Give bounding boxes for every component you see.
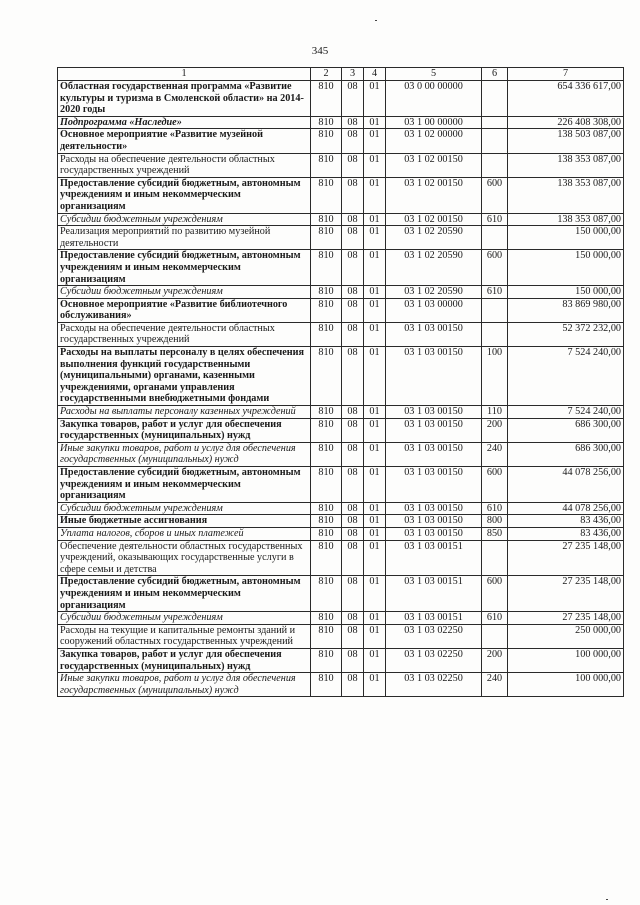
row-name: Основное мероприятие «Развитие музейной деятельности» (58, 129, 311, 153)
row-name: Субсидии бюджетным учреждениям (58, 612, 311, 625)
code-section: 08 (342, 624, 364, 648)
row-name: Субсидии бюджетным учреждениям (58, 286, 311, 299)
code-section: 08 (342, 177, 364, 213)
code-admin: 810 (311, 116, 342, 129)
code-subsection: 01 (364, 286, 386, 299)
code-subsection: 01 (364, 322, 386, 346)
code-target: 03 1 03 00150 (386, 502, 482, 515)
code-admin: 810 (311, 298, 342, 322)
column-header: 4 (364, 68, 386, 81)
code-expense-type: 610 (482, 213, 508, 226)
code-section: 08 (342, 347, 364, 406)
row-name: Расходы на обеспечение деятельности областных государственных учреждений (58, 322, 311, 346)
code-admin: 810 (311, 406, 342, 419)
row-name: Предоставление субсидий бюджетным, автономным учреждениям и иным некоммерческим организациям (58, 576, 311, 612)
code-expense-type (482, 116, 508, 129)
code-section: 08 (342, 576, 364, 612)
code-target: 03 1 03 00150 (386, 418, 482, 442)
row-name: Расходы на выплаты персоналу казенных учреждений (58, 406, 311, 419)
table-row (58, 527, 624, 540)
column-header: 2 (311, 68, 342, 81)
code-subsection: 01 (364, 624, 386, 648)
code-expense-type (482, 540, 508, 576)
code-subsection: 01 (364, 418, 386, 442)
code-subsection: 01 (364, 129, 386, 153)
code-section: 08 (342, 153, 364, 177)
table-row (58, 177, 624, 213)
amount: 138 503 087,00 (508, 129, 624, 153)
code-target: 03 1 03 00150 (386, 322, 482, 346)
scan-speck (375, 20, 377, 21)
code-admin: 810 (311, 624, 342, 648)
code-target: 03 1 02 20590 (386, 226, 482, 250)
code-section: 08 (342, 129, 364, 153)
row-name: Предоставление субсидий бюджетным, автономным учреждениям и иным некоммерческим организациям (58, 177, 311, 213)
row-name: Закупка товаров, работ и услуг для обеспечения государственных (муниципальных) нужд (58, 418, 311, 442)
row-name: Иные бюджетные ассигнования (58, 515, 311, 528)
table-row (58, 226, 624, 250)
code-subsection: 01 (364, 213, 386, 226)
code-expense-type (482, 226, 508, 250)
code-expense-type: 100 (482, 347, 508, 406)
code-section: 08 (342, 673, 364, 697)
table-row (58, 250, 624, 286)
code-subsection: 01 (364, 502, 386, 515)
code-subsection: 01 (364, 347, 386, 406)
code-subsection: 01 (364, 226, 386, 250)
table-row (58, 648, 624, 672)
code-target: 03 1 03 00150 (386, 515, 482, 528)
column-header: 1 (58, 68, 311, 81)
code-admin: 810 (311, 129, 342, 153)
code-target: 03 1 02 20590 (386, 250, 482, 286)
table-row (58, 322, 624, 346)
table-row (58, 467, 624, 503)
amount: 138 353 087,00 (508, 213, 624, 226)
code-subsection: 01 (364, 515, 386, 528)
code-expense-type: 610 (482, 502, 508, 515)
row-name: Субсидии бюджетным учреждениям (58, 502, 311, 515)
code-admin: 810 (311, 250, 342, 286)
row-name: Субсидии бюджетным учреждениям (58, 213, 311, 226)
code-subsection: 01 (364, 648, 386, 672)
code-expense-type: 240 (482, 442, 508, 466)
amount: 226 408 308,00 (508, 116, 624, 129)
code-subsection: 01 (364, 250, 386, 286)
code-admin: 810 (311, 648, 342, 672)
code-section: 08 (342, 442, 364, 466)
code-admin: 810 (311, 177, 342, 213)
code-expense-type (482, 81, 508, 117)
code-expense-type: 600 (482, 177, 508, 213)
amount: 686 300,00 (508, 442, 624, 466)
amount: 83 436,00 (508, 527, 624, 540)
code-section: 08 (342, 298, 364, 322)
code-admin: 810 (311, 226, 342, 250)
code-subsection: 01 (364, 612, 386, 625)
amount: 250 000,00 (508, 624, 624, 648)
code-subsection: 01 (364, 406, 386, 419)
code-admin: 810 (311, 612, 342, 625)
code-expense-type (482, 153, 508, 177)
code-section: 08 (342, 467, 364, 503)
column-header: 7 (508, 68, 624, 81)
code-section: 08 (342, 527, 364, 540)
code-expense-type: 600 (482, 467, 508, 503)
code-section: 08 (342, 502, 364, 515)
amount: 27 235 148,00 (508, 612, 624, 625)
code-subsection: 01 (364, 81, 386, 117)
code-admin: 810 (311, 322, 342, 346)
table-body (58, 68, 624, 697)
table-row (58, 213, 624, 226)
amount: 27 235 148,00 (508, 540, 624, 576)
amount: 7 524 240,00 (508, 347, 624, 406)
table-row (58, 129, 624, 153)
code-admin: 810 (311, 576, 342, 612)
code-subsection: 01 (364, 116, 386, 129)
table-row (58, 540, 624, 576)
code-subsection: 01 (364, 673, 386, 697)
amount: 138 353 087,00 (508, 153, 624, 177)
table-row (58, 624, 624, 648)
code-expense-type (482, 322, 508, 346)
row-name: Расходы на обеспечение деятельности областных государственных учреждений (58, 153, 311, 177)
code-section: 08 (342, 250, 364, 286)
row-name: Обеспечение деятельности областных государственных учреждений, оказывающих государственные услуги в сфере семьи и детства (58, 540, 311, 576)
code-subsection: 01 (364, 298, 386, 322)
code-expense-type: 850 (482, 527, 508, 540)
code-section: 08 (342, 286, 364, 299)
amount: 100 000,00 (508, 673, 624, 697)
code-target: 03 0 00 00000 (386, 81, 482, 117)
code-expense-type: 200 (482, 418, 508, 442)
amount: 7 524 240,00 (508, 406, 624, 419)
amount: 150 000,00 (508, 286, 624, 299)
code-section: 08 (342, 116, 364, 129)
table-row (58, 502, 624, 515)
code-admin: 810 (311, 540, 342, 576)
code-expense-type: 240 (482, 673, 508, 697)
scan-speck (606, 899, 608, 900)
code-target: 03 1 03 00150 (386, 467, 482, 503)
code-expense-type (482, 129, 508, 153)
code-admin: 810 (311, 213, 342, 226)
code-expense-type: 600 (482, 250, 508, 286)
table-row (58, 515, 624, 528)
page-number: 345 (311, 45, 329, 57)
budget-table (57, 67, 624, 697)
code-subsection: 01 (364, 576, 386, 612)
code-target: 03 1 03 00151 (386, 576, 482, 612)
code-expense-type: 610 (482, 612, 508, 625)
code-subsection: 01 (364, 527, 386, 540)
row-name: Расходы на выплаты персоналу в целях обеспечения выполнения функций государственными (муниципальными) органами, казенными учреждениями, органами управления государственными внебюджетными фондами (58, 347, 311, 406)
code-section: 08 (342, 515, 364, 528)
row-name: Иные закупки товаров, работ и услуг для обеспечения государственных (муниципальных) нужд (58, 442, 311, 466)
code-section: 08 (342, 213, 364, 226)
code-target: 03 1 03 00150 (386, 347, 482, 406)
amount: 150 000,00 (508, 226, 624, 250)
table-row (58, 576, 624, 612)
code-target: 03 1 03 00150 (386, 406, 482, 419)
table-row (58, 286, 624, 299)
code-admin: 810 (311, 347, 342, 406)
code-target: 03 1 02 00150 (386, 213, 482, 226)
code-expense-type: 610 (482, 286, 508, 299)
code-admin: 810 (311, 81, 342, 117)
table-row (58, 612, 624, 625)
code-admin: 810 (311, 502, 342, 515)
code-target: 03 1 03 02250 (386, 624, 482, 648)
amount: 52 372 232,00 (508, 322, 624, 346)
code-target: 03 1 02 00150 (386, 177, 482, 213)
code-admin: 810 (311, 418, 342, 442)
code-target: 03 1 03 02250 (386, 673, 482, 697)
code-expense-type (482, 298, 508, 322)
table-row (58, 347, 624, 406)
code-expense-type: 800 (482, 515, 508, 528)
amount: 100 000,00 (508, 648, 624, 672)
code-target: 03 1 02 20590 (386, 286, 482, 299)
table-row (58, 406, 624, 419)
code-subsection: 01 (364, 177, 386, 213)
amount: 150 000,00 (508, 250, 624, 286)
code-admin: 810 (311, 673, 342, 697)
table-row (58, 673, 624, 697)
code-section: 08 (342, 418, 364, 442)
row-name: Реализация мероприятий по развитию музейной деятельности (58, 226, 311, 250)
table-row (58, 418, 624, 442)
code-admin: 810 (311, 153, 342, 177)
code-subsection: 01 (364, 153, 386, 177)
code-section: 08 (342, 612, 364, 625)
code-admin: 810 (311, 442, 342, 466)
table-row (58, 298, 624, 322)
code-section: 08 (342, 226, 364, 250)
column-header: 6 (482, 68, 508, 81)
code-subsection: 01 (364, 442, 386, 466)
amount: 686 300,00 (508, 418, 624, 442)
table-row (58, 153, 624, 177)
table-row (58, 116, 624, 129)
code-admin: 810 (311, 286, 342, 299)
code-section: 08 (342, 648, 364, 672)
code-expense-type: 600 (482, 576, 508, 612)
code-admin: 810 (311, 515, 342, 528)
row-name: Закупка товаров, работ и услуг для обеспечения государственных (муниципальных) нужд (58, 648, 311, 672)
amount: 138 353 087,00 (508, 177, 624, 213)
code-target: 03 1 02 00000 (386, 129, 482, 153)
column-header: 3 (342, 68, 364, 81)
row-name: Предоставление субсидий бюджетным, автономным учреждениям и иным некоммерческим организациям (58, 250, 311, 286)
code-expense-type: 200 (482, 648, 508, 672)
code-section: 08 (342, 406, 364, 419)
row-name: Расходы на текущие и капитальные ремонты зданий и сооружений областных государственных учреждений (58, 624, 311, 648)
code-expense-type (482, 624, 508, 648)
code-target: 03 1 02 00150 (386, 153, 482, 177)
column-header-row (58, 68, 624, 81)
code-subsection: 01 (364, 540, 386, 576)
code-target: 03 1 03 00151 (386, 540, 482, 576)
row-name: Подпрограмма «Наследие» (58, 116, 311, 129)
code-target: 03 1 03 02250 (386, 648, 482, 672)
amount: 654 336 617,00 (508, 81, 624, 117)
amount: 83 869 980,00 (508, 298, 624, 322)
code-expense-type: 110 (482, 406, 508, 419)
code-section: 08 (342, 322, 364, 346)
amount: 44 078 256,00 (508, 502, 624, 515)
code-target: 03 1 03 00150 (386, 442, 482, 466)
code-target: 03 1 03 00151 (386, 612, 482, 625)
code-section: 08 (342, 81, 364, 117)
row-name: Основное мероприятие «Развитие библиотечного обслуживания» (58, 298, 311, 322)
code-admin: 810 (311, 467, 342, 503)
code-target: 03 1 03 00150 (386, 527, 482, 540)
row-name: Предоставление субсидий бюджетным, автономным учреждениям и иным некоммерческим организациям (58, 467, 311, 503)
row-name: Уплата налогов, сборов и иных платежей (58, 527, 311, 540)
column-header: 5 (386, 68, 482, 81)
table-row (58, 81, 624, 117)
code-target: 03 1 00 00000 (386, 116, 482, 129)
code-section: 08 (342, 540, 364, 576)
amount: 27 235 148,00 (508, 576, 624, 612)
amount: 83 436,00 (508, 515, 624, 528)
amount: 44 078 256,00 (508, 467, 624, 503)
code-target: 03 1 03 00000 (386, 298, 482, 322)
code-admin: 810 (311, 527, 342, 540)
row-name: Иные закупки товаров, работ и услуг для обеспечения государственных (муниципальных) нужд (58, 673, 311, 697)
table-row (58, 442, 624, 466)
code-subsection: 01 (364, 467, 386, 503)
row-name: Областная государственная программа «Развитие культуры и туризма в Смоленской области» на 2014-2020 годы (58, 81, 311, 117)
